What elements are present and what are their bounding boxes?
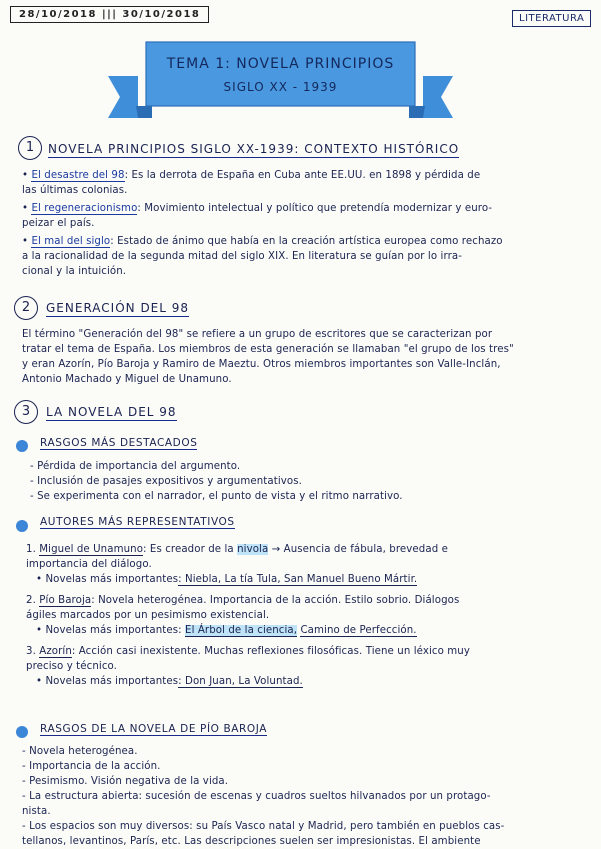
author-name: Azorín: [39, 646, 72, 657]
text-line: : Es la derrota de España en Cuba ante EE.UU. en 1898 y pérdida de: [124, 170, 481, 181]
bullet-mal-del-siglo: • El mal del siglo: Estado de ánimo que había en la creación artística europea como rechazo: [22, 236, 503, 247]
section-2-body: [22, 327, 592, 387]
section-2-number: 2: [14, 296, 38, 320]
banner-text-block: [146, 56, 415, 94]
text-line: : Movimiento intelectual y político que pretendía modernizar y euro-: [137, 203, 493, 214]
text-line: preciso y técnico.: [26, 661, 118, 672]
section-3-number: 3: [14, 400, 38, 424]
bullet-dot-icon: [16, 726, 28, 738]
list-item: - Inclusión de pasajes expositivos y argumentativos.: [30, 476, 302, 487]
list-item: - La estructura abierta: sucesión de escenas y cuadros sueltos hilvanados por un protago-: [22, 791, 491, 802]
banner-subtitle: SIGLO XX - 1939: [223, 80, 338, 94]
text-line: importancia del diálogo.: [26, 559, 152, 570]
ribbon-left-fold: [136, 106, 152, 118]
rasgos-list: [30, 459, 590, 504]
section-1-title: NOVELA PRINCIPIOS SIGLO XX-1939: CONTEXTO HISTÓRICO: [48, 142, 460, 156]
text-line: : Novela heterogénea. Importancia de la acción. Estilo sobrio. Diálogos: [91, 595, 460, 606]
novels-list: : Niebla, La tía Tula, San Manuel Bueno Mártir.: [178, 574, 418, 585]
text-line: → Ausencia de fábula, brevedad e: [271, 544, 448, 555]
banner-title: TEMA 1: NOVELA PRINCIPIOS: [166, 56, 395, 72]
author-baroja: [26, 593, 592, 608]
novels-unamuno: • Novelas más importantes: Niebla, La tía Tula, San Manuel Bueno Mártir.: [36, 574, 418, 585]
list-item: - Se experimenta con el narrador, el punto de vista y el ritmo narrativo.: [30, 491, 403, 502]
section-1-body: [22, 168, 592, 279]
author-number: 3.: [26, 646, 36, 657]
list-item: - Los espacios son muy diversos: su País Vasco natal y Madrid, pero también en pueblos cas-: [22, 821, 505, 832]
text-line: ágiles marcados por un pesimismo existencial.: [26, 610, 270, 621]
term-desastre: El desastre del 98: [31, 170, 125, 181]
novels-list: Camino de Perfección.: [300, 625, 417, 636]
ribbon-left-tail: [108, 76, 138, 118]
bullet-dot-icon: [16, 440, 28, 452]
text-line: El término "Generación del 98" se refiere a un grupo de escritores que se caracterizan por: [22, 329, 493, 340]
author-unamuno: [26, 542, 592, 557]
author-azorin: [26, 644, 592, 659]
baroja-title: RASGOS DE LA NOVELA DE PÍO BAROJA: [40, 723, 268, 735]
section-2-title: GENERACIÓN DEL 98: [46, 301, 190, 315]
novels-label: Novelas más importantes: [45, 676, 179, 687]
text-line: : Estado de ánimo que había en la creación artística europea como rechazo: [110, 236, 503, 247]
section-1-number: 1: [18, 136, 42, 160]
author-name: Miguel de Unamuno: [39, 544, 144, 555]
novels-label: Novelas más importantes: [45, 574, 179, 585]
ribbon-right-tail: [423, 76, 453, 118]
list-item: tellanos, levantinos, París, etc. Las descripciones suelen ser impresionistas. El ambiente: [22, 836, 481, 847]
text-line: Antonio Machado y Miguel de Unamuno.: [22, 374, 232, 385]
text-line: tratar el tema de España. Los miembros de esta generación se llamaban "el grupo de los tres": [22, 344, 514, 355]
author-number: 1.: [26, 544, 36, 555]
list-item: - Importancia de la acción.: [22, 761, 161, 772]
text-line: las últimas colonias.: [22, 185, 128, 196]
term-mal-del-siglo: El mal del siglo: [31, 236, 111, 247]
ribbon-right-fold: [409, 106, 425, 118]
text-line: a la racionalidad de la segunda mitad del siglo XIX. En literatura se guían por lo irra-: [22, 251, 462, 262]
author-number: 2.: [26, 595, 36, 606]
subject-label: LITERATURA: [512, 10, 591, 27]
list-item: - Novela heterogénea.: [22, 746, 138, 757]
list-item: - Pérdida de importancia del argumento.: [30, 461, 241, 472]
text-line: : Acción casi inexistente. Muchas reflexiones filosóficas. Tiene un léxico muy: [71, 646, 470, 657]
novels-azorin: • Novelas más importantes: Don Juan, La Voluntad.: [36, 676, 303, 687]
text-line: y eran Azorín, Pío Baroja y Ramiro de Maeztu. Otros miembros importantes son Valle-Inclán,: [22, 359, 501, 370]
rasgos-title: RASGOS MÁS DESTACADOS: [40, 437, 198, 449]
text-line: peizar el país.: [22, 218, 95, 229]
highlight-arbol: El Árbol de la ciencia,: [185, 625, 298, 636]
text-line: : Es creador de la: [143, 544, 234, 555]
baroja-list: [22, 744, 592, 849]
novels-baroja: • Novelas más importantes: El Árbol de la ciencia, Camino de Perfección.: [36, 625, 417, 636]
novels-list: : Don Juan, La Voluntad.: [178, 676, 303, 687]
list-item: - Pesimismo. Visión negativa de la vida.: [22, 776, 229, 787]
bullet-desastre: • El desastre del 98: Es la derrota de España en Cuba ante EE.UU. en 1898 y pérdida de: [22, 170, 481, 181]
list-item: nista.: [22, 806, 51, 817]
novels-label: Novelas más importantes: [45, 625, 179, 636]
term-regeneracionismo: El regeneracionismo: [31, 203, 138, 214]
autores-title: AUTORES MÁS REPRESENTATIVOS: [40, 516, 235, 528]
highlight-nivola: nivola: [237, 544, 269, 555]
date-box: 28/10/2018 ||| 30/10/2018: [10, 6, 209, 23]
autores-list: [26, 542, 592, 689]
text-line: cional y la intuición.: [22, 266, 127, 277]
section-3-title: LA NOVELA DEL 98: [46, 405, 177, 419]
bullet-dot-icon: [16, 520, 28, 532]
author-name: Pío Baroja: [39, 595, 92, 606]
bullet-regeneracionismo: • El regeneracionismo: Movimiento intelectual y político que pretendía modernizar y euro-: [22, 203, 493, 214]
